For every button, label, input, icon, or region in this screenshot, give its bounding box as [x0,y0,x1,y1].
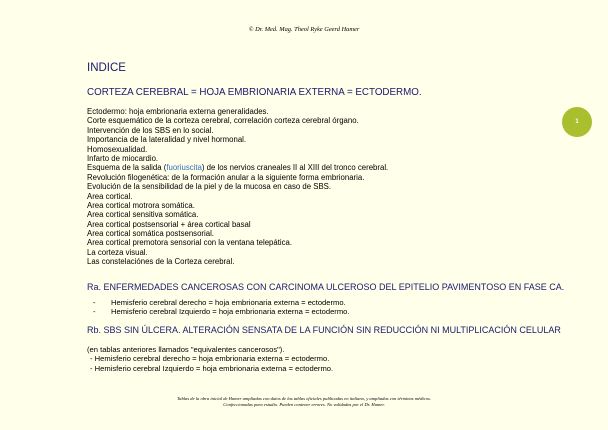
list-item: Area cortical premotora sensorial con la ventana telepática. [87,238,292,248]
bullet: - [93,298,96,307]
section3-list [87,345,333,373]
list-item: Corte esquemático de la corteza cerebral, correlación corteza cerebral órgano. [87,116,359,126]
list-item: Las constelaciónes de la Corteza cerebral. [87,257,235,267]
section2-list [87,298,349,317]
page-title: INDICE [87,62,126,74]
esquema-text-after: ) de los nervios craneales II al XIII del tronco cerebral. [201,163,389,173]
list-item: - Hemisferio cerebral Izquierdo = hoja embrionaria externa = ectodermo. [90,363,334,373]
footer-line: Confeccionadas para estudio. Pueden contener errores. No validadas por el Dr. Hamer. [223,402,385,407]
section2-title: Ra. ENFERMEDADES CANCEROSAS CON CARCINOMA ULCEROSO DEL EPITELIO PAVIMENTOSO EN FASE CA. [87,282,565,292]
list-item: - Hemisferio cerebral derecho = hoja embrionaria externa = ectodermo. [87,298,349,307]
footer-line: Tablas de la obra inicial de Hamer ampliadas con datos de las tablas oficiales publicadas en italiano, y ampliadas con términos médicos. [177,396,431,401]
list-item: - Hemisferio cerebral derecho = hoja embrionaria externa = ectodermo. [90,354,330,364]
list-item: Revolución filogenética: de la formación anular a la siguiente forma embrionaria. [87,172,365,182]
document-header: © Dr. Med. Mag. Theol Ryke Geerd Hamer [248,26,360,33]
page-number-badge [562,107,592,137]
list-item: Infarto de miocardio. [87,153,159,163]
section1-list [87,107,388,267]
bullet: - [93,307,96,317]
section1-title: CORTEZA CEREBRAL = HOJA EMBRIONARIA EXTERNA = ECTODERMO. [87,87,422,98]
list-item: Ectodermo: hoja embrionaria externa generalidades. [87,107,269,116]
list-item: Area cortical sensitiva somática. [87,210,199,220]
section3-note: (en tablas anteriores llamados "equivalentes cancerosos"). [87,345,285,354]
list-item: Intervención de los SBS en lo social. [87,125,214,135]
esquema-text-before: Esquema de la salida ( [87,163,167,173]
document-footer [0,396,608,408]
fuoriuscita-link[interactable]: fuoriuscita [166,163,202,173]
list-item: Area cortical somática postsensorial. [87,229,214,239]
list-item: Area cortical motrora somática. [87,200,195,210]
list-item: - Hemisferio cerebral Izquierdo = hoja embrionaria externa = ectodermo. [87,307,349,316]
list-item: Homosexualidad. [87,144,148,154]
list-item: Importancia de la lateralidad y nivel hormonal. [87,135,247,145]
list-item-esquema [87,163,388,172]
list-item: Area cortical. [87,191,133,201]
list-item: Evolución de la sensibilidad de la piel y de la mucosa en caso de SBS. [87,182,332,192]
list-item: La corteza visual. [87,247,148,257]
page-number: 1 [575,119,579,125]
section3-title: Rb. SBS SIN ÚLCERA. ALTERACIÓN SENSATA DE LA FUNCIÓN SIN REDUCCIÓN NI MULTIPLICACIÓN CELULAR [87,325,561,335]
list-item: Area cortical postsensorial + área cortical basal [87,219,251,229]
